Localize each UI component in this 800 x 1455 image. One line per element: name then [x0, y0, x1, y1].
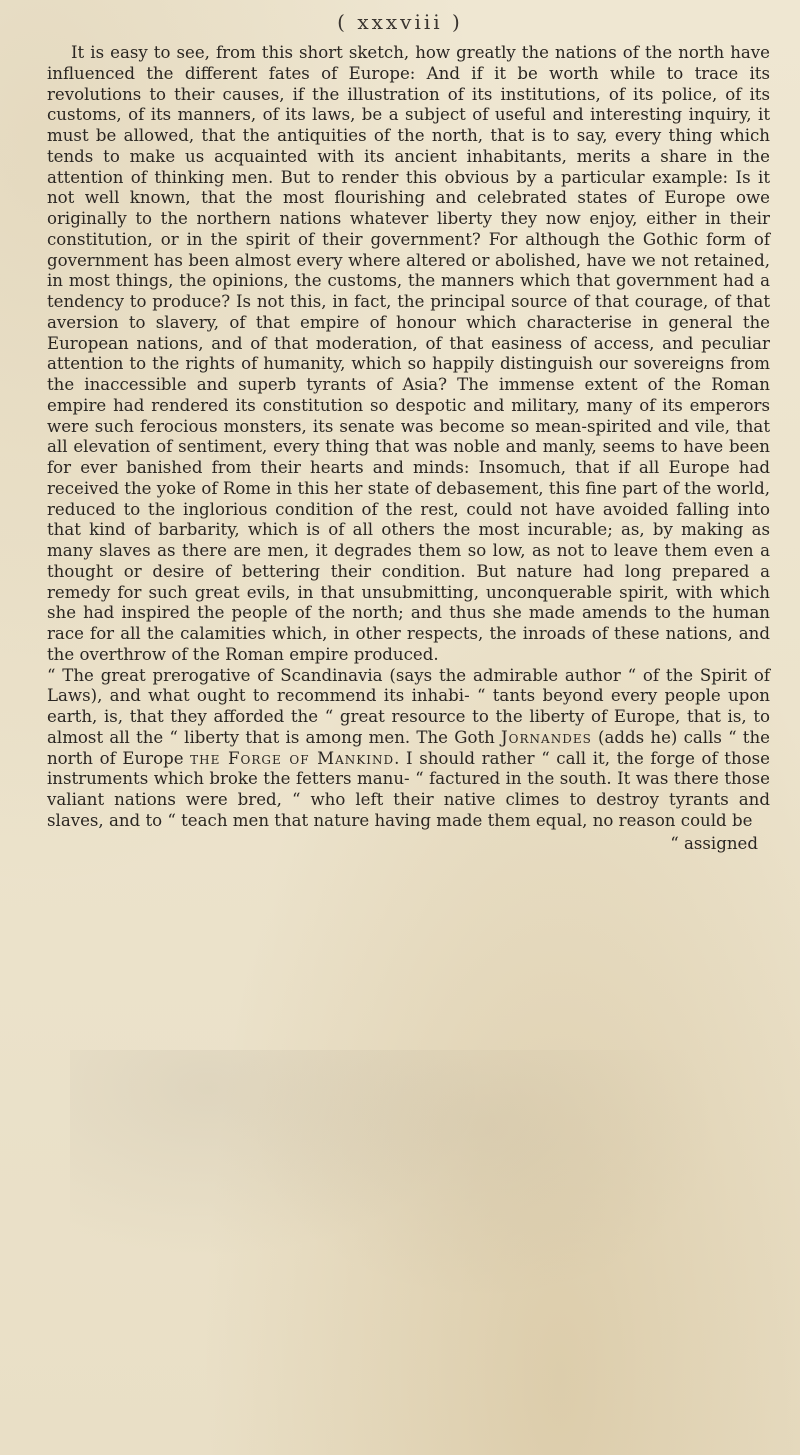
quotation-text: . I should rather “ call it, the forge of those instruments which broke the fetters manu- “ factured in the south. It was there those valiant nations were bred, “ who left their native climes to destroy tyrants and slaves, and to “ teach men that nature having made them equal, no reason could be — [47, 748, 770, 830]
quotation-text: “ The great prerogative of Scandinavia (says the admirable author “ of the Spirit of Laws), and what ought to recommend its inhabi- “ tants beyond every people upon earth, is, that they afforded the “ great resource to the liberty of Europe, that is, to almost all the “ liberty that is among men. The Goth — [47, 665, 770, 747]
body-text — [47, 43, 770, 832]
catchword: “ assigned — [670, 834, 758, 853]
paragraph: It is easy to see, from this short sketch, how greatly the nations of the north have influenced the different fates of Europe: And if it be worth while to trace its revolutions to their causes, if the illustration of its institutions, of its police, of its customs, of its manners, of its laws, be a subject of useful and interesting inquiry, it must be allowed, that the antiquities of the north, that is to say, every thing which tends to make us acquainted with its ancient inhabitants, merits a share in the attention of thinking men. But to render this obvious by a particular example: Is it not well known, that the most flourishing and celebrated states of Europe owe originally to the northern nations whatever liberty they now enjoy, either in their constitution, or in the spirit of their government? For although the Gothic form of government has been almost every where altered or abolished, have we not retained, in most things, the opinions, the customs, the manners which that government had a tendency to produce? Is not this, in fact, the principal source of that courage, of that aversion to slavery, of that empire of honour which characterise in general the European nations, and of that moderation, of that easiness of access, and peculiar attention to the rights of humanity, which so happily distinguish our sovereigns from the inaccessible and superb tyrants of Asia? The immense extent of the Roman empire had rendered its constitution so despotic and military, many of its emperors were such ferocious monsters, its senate was become so mean-spirited and vile, that all elevation of sentiment, every thing that was noble and manly, seems to have been for ever banished from their hearts and minds: Insomuch, that if all Europe had received the yoke of Rome in this her state of debasement, this fine part of the world, reduced to the inglorious condition of the rest, could not have avoided falling into that kind of barbarity, which is of all others the most incurable; as, by making as many slaves as there are men, it degrades them so low, as not to leave them even a thought or desire of bettering their condition. But nature had long prepared a remedy for such great evils, in that unsubmitting, unconquerable spirit, with which she had inspired the people of the north; and thus she made amends to the human race for all the calamities which, in other respects, the inroads of these nations, and the overthrow of the Roman empire produced. — [47, 43, 770, 664]
quotation-paragraph — [47, 666, 770, 832]
show-through-stain — [70, 1050, 760, 1430]
quotation-author-name: Jornandes — [501, 727, 592, 747]
quotation-text: (adds he) calls “ the north of Europe — [47, 727, 770, 768]
page-number: ( xxxviii ) — [337, 10, 463, 34]
quotation-forge-phrase: the Forge of Mankind — [190, 748, 395, 768]
